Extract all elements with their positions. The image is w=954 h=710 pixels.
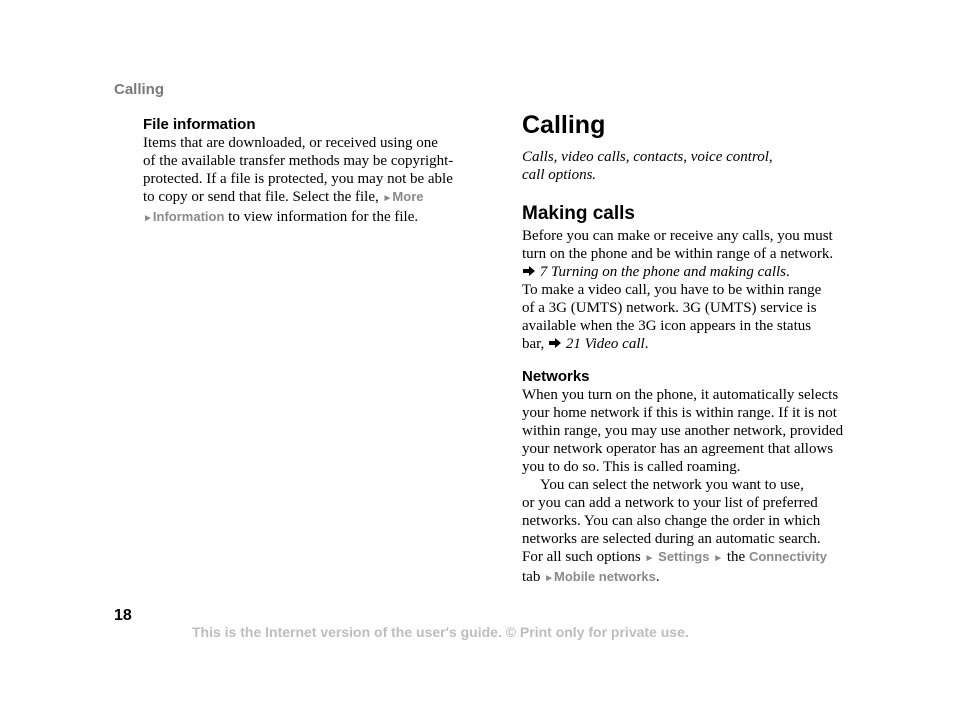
body-line: networks are selected during an automatic search. (522, 531, 821, 547)
body-line (143, 208, 483, 228)
body-line (522, 476, 862, 494)
body-text: the (726, 549, 746, 565)
body-text: bar, (522, 336, 545, 352)
body-text: tab (522, 569, 541, 585)
body-line: or you can add a network to your list of preferred (522, 495, 818, 511)
file-information-section (143, 116, 483, 228)
page-reference: 21 Video call (565, 336, 645, 352)
menu-item-connectivity: Connectivity (748, 549, 827, 564)
menu-arrow-icon: ► (143, 213, 153, 224)
menu-item-mobile-networks: Mobile networks (553, 569, 656, 584)
body-text: to view information for the file. (228, 209, 419, 225)
body-line: you to do so. This is called roaming. (522, 459, 741, 475)
body-line: tab ►Mobile networks. (522, 569, 660, 585)
body-line: bar, 21 Video call. (522, 336, 649, 352)
body-line: of a 3G (UMTS) network. 3G (UMTS) service is (522, 300, 817, 316)
making-calls-heading: Making calls (522, 203, 635, 224)
body-line: available when the 3G icon appears in the status (522, 318, 812, 334)
reference-arrow-icon (548, 337, 562, 349)
footer-notice: This is the Internet version of the user's guide. © Print only for private use. (192, 624, 689, 640)
body-line (143, 188, 483, 208)
body-text: to copy or send that file. Select the file, (143, 189, 379, 205)
body-line: networks. You can also change the order in which (522, 513, 821, 529)
body-line: of the available transfer methods may be copyright- (143, 153, 454, 169)
body-line: When you turn on the phone, it automatically selects (522, 387, 839, 403)
body-line: 7 Turning on the phone and making calls. (522, 263, 862, 281)
page-number: 18 (114, 607, 132, 624)
menu-item-information: Information (152, 209, 225, 224)
page-reference: 7 Turning on the phone and making calls (539, 264, 786, 280)
menu-item-settings: Settings (658, 549, 710, 564)
subtitle-line: call options. (522, 167, 597, 183)
section-heading: File information (143, 116, 256, 133)
body-line: turn on the phone and be within range of a network. (522, 246, 834, 262)
body-line: your network operator has an agreement that allows (522, 441, 834, 457)
body-line: Items that are downloaded, or received using one (143, 135, 438, 151)
menu-arrow-icon: ► (382, 193, 393, 204)
making-calls-section (522, 227, 862, 353)
body-text: You can select the network you want to use, (540, 477, 804, 493)
body-line (522, 548, 862, 568)
body-line: within range, you may use another network, provided (522, 423, 844, 439)
body-line: your home network if this is within range. If it is not (522, 405, 837, 421)
chapter-subtitle (522, 148, 773, 184)
menu-arrow-icon: ► (544, 573, 554, 584)
body-line: protected. If a file is protected, you may not be able (143, 171, 453, 187)
page-title: Calling (522, 111, 606, 139)
menu-arrow-icon: ► (713, 553, 724, 564)
menu-item-more: More (392, 189, 424, 204)
section-heading: Networks (522, 368, 590, 385)
menu-arrow-icon: ► (644, 553, 655, 564)
networks-section (522, 368, 862, 588)
reference-arrow-icon (522, 265, 536, 277)
running-header: Calling (114, 81, 165, 98)
body-line: To make a video call, you have to be within range (522, 282, 822, 298)
body-text: For all such options (522, 549, 641, 565)
subtitle-line: Calls, video calls, contacts, voice control, (522, 149, 773, 165)
body-line: Before you can make or receive any calls, you must (522, 228, 833, 244)
